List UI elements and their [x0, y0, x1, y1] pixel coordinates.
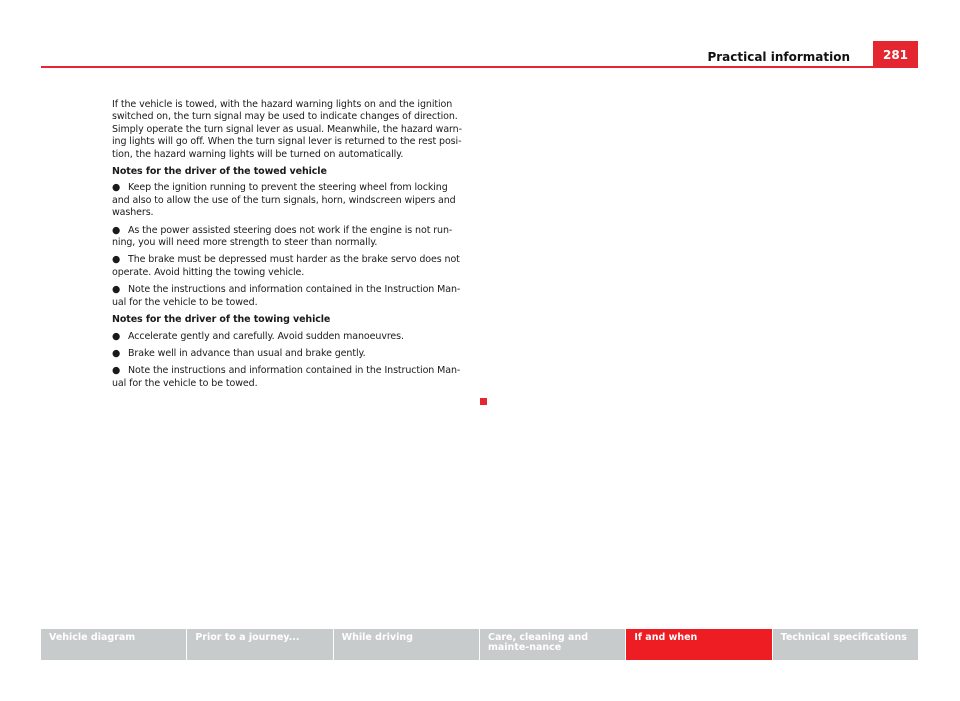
- list-item-text: The brake must be depressed must harder as the brake servo does not operate. Avoid hitting the towing vehicle.: [112, 254, 460, 278]
- page-number: 281: [873, 41, 918, 68]
- list-item: [112, 225, 464, 250]
- list-item: [112, 331, 464, 343]
- towing-vehicle-heading: Notes for the driver of the towing vehicle: [112, 314, 331, 326]
- intro-paragraph: If the vehicle is towed, with the hazard warning lights on and the ignition switched on, the turn signal may be used to indicate changes of direction. Simply operate the turn signal lever as usual. Meanwhile, the hazard warn-ing lights will go off. When the turn signal lever is returned to the rest posi-tion, the hazard warning lights will be turned on automatically.: [112, 99, 462, 160]
- section-end-marker-icon: [480, 398, 487, 405]
- list-item: [112, 348, 464, 360]
- bullet-icon: ●: [112, 330, 121, 342]
- list-item-text: Note the instructions and information contained in the Instruction Man-ual for the vehicle to be towed.: [112, 365, 461, 389]
- tab-if-and-when[interactable]: If and when: [626, 629, 771, 660]
- tab-vehicle-diagram[interactable]: Vehicle diagram: [41, 629, 186, 660]
- header-divider: [41, 66, 918, 68]
- list-item-text: Accelerate gently and carefully. Avoid sudden manoeuvres.: [128, 330, 404, 342]
- bullet-icon: ●: [112, 347, 121, 359]
- towed-vehicle-heading: Notes for the driver of the towed vehicle: [112, 166, 327, 178]
- bullet-icon: ●: [112, 182, 121, 194]
- list-item-text: Brake well in advance than usual and brake gently.: [128, 347, 366, 359]
- main-content: [112, 99, 464, 395]
- section-title: Practical information: [707, 50, 850, 64]
- list-item: [112, 254, 464, 279]
- list-item-text: Keep the ignition running to prevent the steering wheel from locking and also to allow the use of the turn signals, horn, windscreen wipers and washers.: [112, 182, 456, 219]
- bullet-icon: ●: [112, 284, 121, 296]
- bullet-icon: ●: [112, 254, 121, 266]
- tab-technical-specifications[interactable]: Technical specifications: [773, 629, 918, 660]
- list-item: [112, 182, 464, 219]
- bullet-icon: ●: [112, 365, 121, 377]
- list-item: [112, 284, 464, 309]
- tab-while-driving[interactable]: While driving: [334, 629, 479, 660]
- list-item: [112, 365, 464, 390]
- tab-prior-to-journey[interactable]: Prior to a journey...: [187, 629, 332, 660]
- list-item-text: As the power assisted steering does not work if the engine is not run-ning, you will need more strength to steer than normally.: [112, 224, 453, 249]
- tab-care-cleaning-maintenance[interactable]: Care, cleaning and mainte-nance: [480, 629, 625, 660]
- bullet-icon: ●: [112, 224, 121, 236]
- chapter-nav: [41, 629, 918, 660]
- list-item-text: Note the instructions and information contained in the Instruction Man-ual for the vehicle to be towed.: [112, 284, 461, 308]
